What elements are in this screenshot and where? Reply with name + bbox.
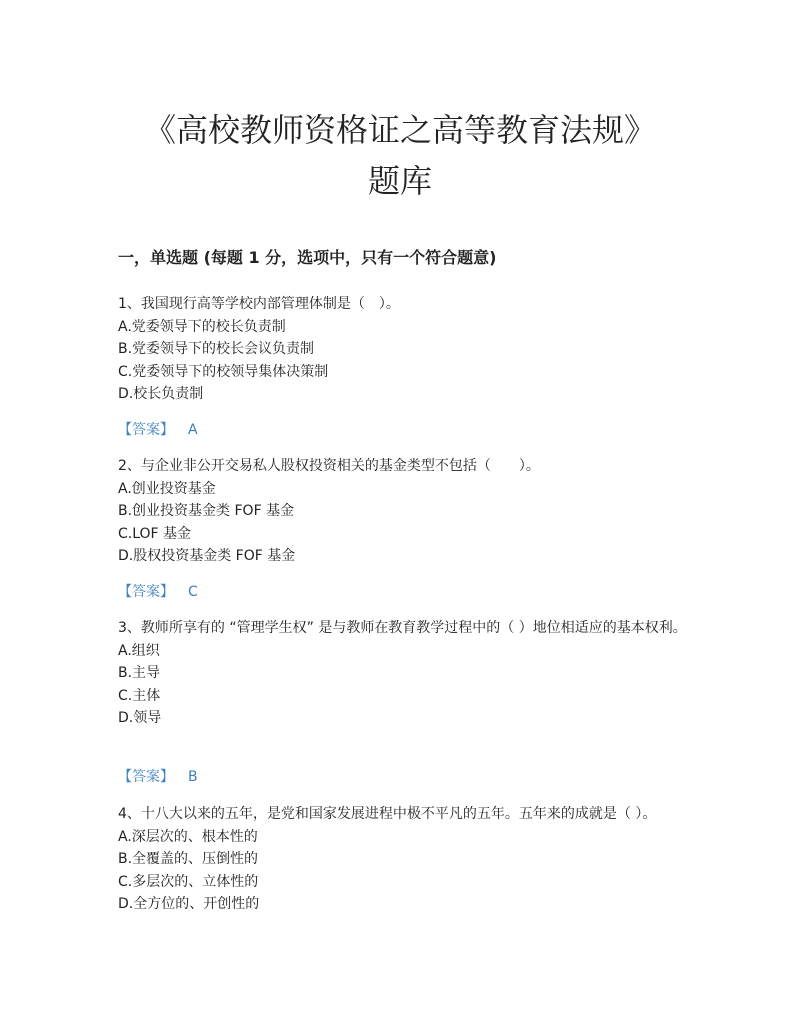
option-c: C.多层次的、立体性的 <box>118 873 259 890</box>
option-b: B.党委领导下的校长会议负责制 <box>118 341 315 357</box>
answer-label: 【答案】 <box>118 769 174 785</box>
option-a: A.党委领导下的校长负责制 <box>118 318 286 335</box>
answer-1 <box>118 419 198 441</box>
question-1 <box>118 293 688 406</box>
option-d: D.校长负责制 <box>118 386 204 402</box>
document-title: 《高校教师资格证之高等教育法规》 <box>143 111 656 149</box>
answer-value: B <box>188 769 198 785</box>
question-stem: 1、我国现行高等学校内部管理体制是（ ）。 <box>118 296 400 312</box>
answer-value: A <box>188 422 198 438</box>
document-subtitle: 题库 <box>367 162 432 200</box>
answer-value: C <box>188 584 198 600</box>
answer-label: 【答案】 <box>118 584 174 600</box>
question-4 <box>118 803 688 916</box>
question-3 <box>118 617 688 730</box>
question-stem: 2、与企业非公开交易私人股权投资相关的基金类型不包括（ ）。 <box>118 458 540 474</box>
option-a: A.创业投资基金 <box>118 480 216 497</box>
option-b: B.创业投资基金类 FOF 基金 <box>118 503 295 519</box>
option-c: C.LOF 基金 <box>118 525 192 542</box>
option-b: B.主导 <box>118 665 161 681</box>
option-a: A.组织 <box>118 642 160 659</box>
option-a: A.深层次的、根本性的 <box>118 828 258 845</box>
option-c: C.主体 <box>118 687 161 704</box>
question-stem: 4、十八大以来的五年，是党和国家发展进程中极不平凡的五年。五年来的成就是（ ）。 <box>118 806 657 822</box>
question-stem: 3、教师所享有的 “管理学生权” 是与教师在教育教学过程中的（ ）地位相适应的基本权利。 <box>118 620 687 636</box>
answer-label: 【答案】 <box>118 422 174 438</box>
option-d: D.股权投资基金类 FOF 基金 <box>118 548 296 564</box>
option-b: B.全覆盖的、压倒性的 <box>118 851 259 867</box>
option-d: D.领导 <box>118 710 162 726</box>
answer-3 <box>118 766 198 788</box>
section-heading: 一，单选题 (每题 1 分，选项中，只有一个符合题意) <box>118 248 497 267</box>
option-c: C.党委领导下的校领导集体决策制 <box>118 363 329 380</box>
option-d: D.全方位的、开创性的 <box>118 896 260 912</box>
question-2 <box>118 455 688 568</box>
answer-2 <box>118 581 198 603</box>
